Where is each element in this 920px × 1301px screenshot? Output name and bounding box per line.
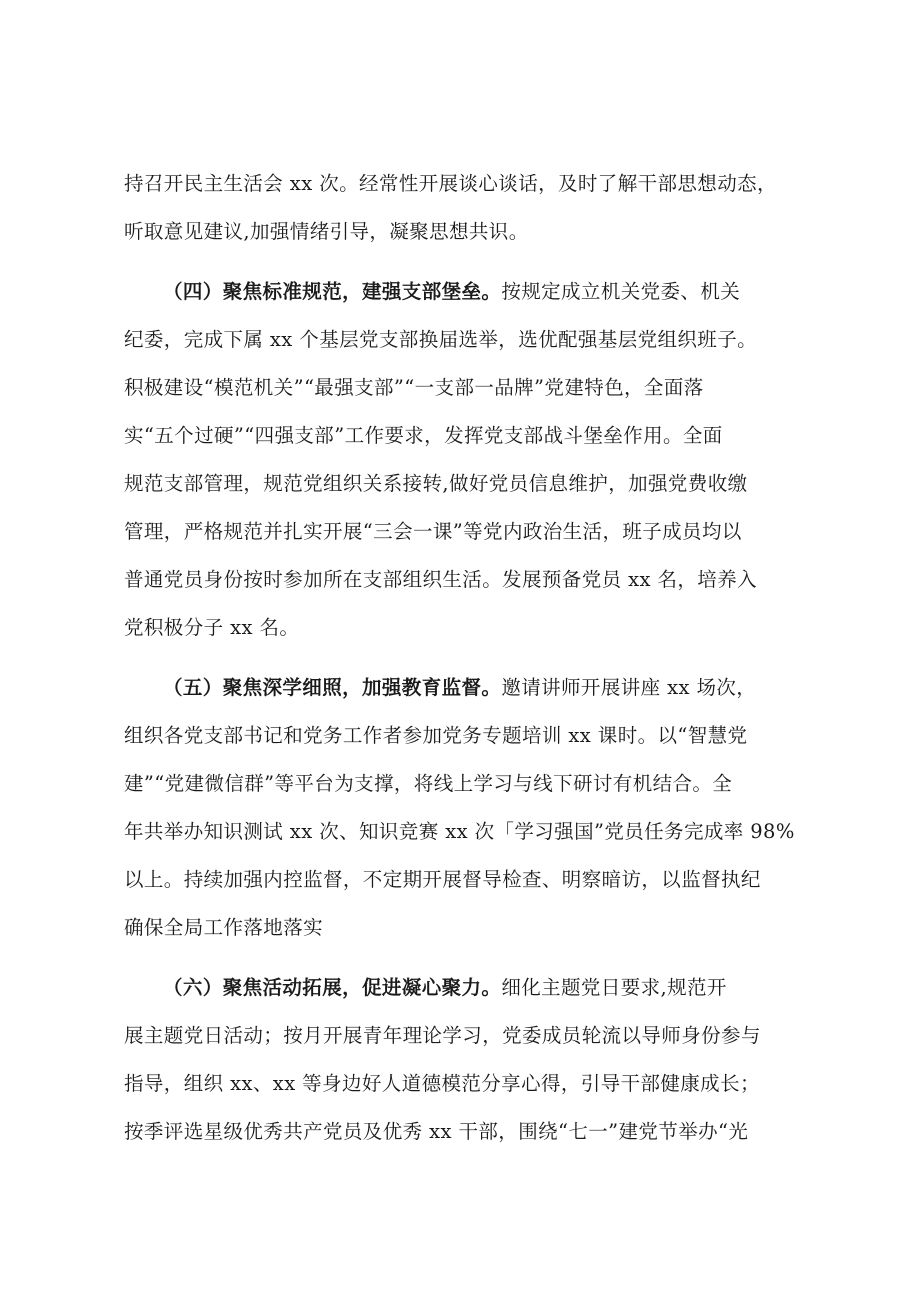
paragraph-first-line bbox=[124, 268, 808, 316]
text-line: 听取意见建议,加强情绪引导，凝聚思想共识。 bbox=[124, 220, 529, 243]
paragraph-2 bbox=[124, 268, 808, 652]
text-line: 规范支部管理，规范党组织关系接转,做好党员信息维护，加强党费收缴 bbox=[124, 472, 748, 495]
text-line: 积极建设“模范机关”“最强支部”“一支部一品牌”党建特色，全面落 bbox=[124, 376, 704, 399]
text-line: 组织各党支部书记和党务工作者参加党务专题培训 xx 课时。以“智慧党 bbox=[124, 724, 748, 747]
text-line: 党积极分子 xx 名。 bbox=[124, 616, 300, 639]
paragraph-first-line bbox=[124, 664, 808, 712]
text-line: 按季评选星级优秀共产党员及优秀 xx 干部，围绕“七一”建党节举办“光 bbox=[124, 1120, 749, 1143]
section-heading: （四）聚焦标准规范，建强支部堡垒。 bbox=[163, 280, 502, 303]
text-run: 邀请讲师开展讲座 xx 场次， bbox=[501, 676, 757, 699]
text-line: 普通党员身份按时参加所在支部组织生活。发展预备党员 xx 名，培养入 bbox=[124, 568, 757, 591]
text-line: 管理，严格规范并扎实开展“三会一课”等党内政治生活，班子成员均以 bbox=[124, 520, 742, 543]
text-run: 细化主题党日要求,规范开 bbox=[501, 976, 727, 999]
section-heading: （五）聚焦深学细照，加强教育监督。 bbox=[163, 676, 502, 699]
section-heading: （六）聚焦活动拓展，促进凝心聚力。 bbox=[163, 976, 502, 999]
text-line: 以上。持续加强内控监督，不定期开展督导检查、明察暗访，以监督执纪 bbox=[124, 868, 761, 891]
text-line: 指导，组织 xx、xx 等身边好人道德模范分享心得，引导干部健康成长； bbox=[124, 1072, 760, 1095]
paragraph-first-line bbox=[124, 964, 808, 1012]
paragraph-1 bbox=[124, 160, 808, 256]
paragraph-4 bbox=[124, 964, 808, 1156]
text-line: 确保全局工作落地落实 bbox=[124, 916, 324, 939]
text-line: 展主题党日活动；按月开展青年理论学习，党委成员轮流以导师身份参与 bbox=[124, 1024, 761, 1047]
text-line: 纪委，完成下属 xx 个基层党支部换届选举，选优配强基层党组织班子。 bbox=[124, 328, 757, 351]
text-line: 建”“党建微信群”等平台为支撑，将线上学习与线下研讨有机结合。全 bbox=[124, 772, 733, 795]
text-line: 实“五个过硬”“四强支部”工作要求，发挥党支部战斗堡垒作用。全面 bbox=[124, 424, 723, 447]
document-page bbox=[124, 160, 808, 1156]
text-line: 年共举办知识测试 xx 次、知识竞赛 xx 次「学习强国”党员任务完成率 98% bbox=[124, 820, 795, 843]
paragraph-3 bbox=[124, 664, 808, 952]
text-run: 按规定成立机关党委、机关 bbox=[501, 280, 741, 303]
text-line: 持召开民主生活会 xx 次。经常性开展谈心谈话，及时了解干部思想动态， bbox=[124, 172, 777, 195]
